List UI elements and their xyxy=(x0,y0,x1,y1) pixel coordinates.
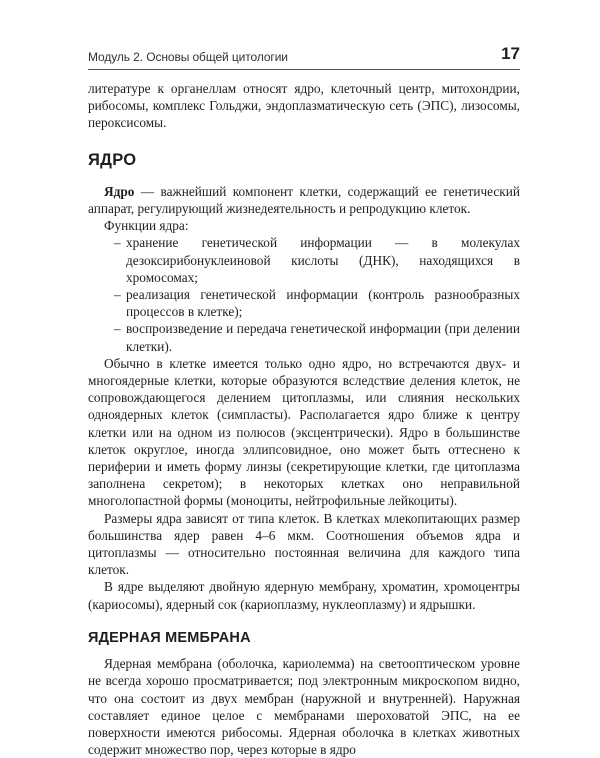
section-heading-membrane: ЯДЕРНАЯ МЕМБРАНА xyxy=(88,629,251,646)
paragraph-nucleus-parts: В ядре выделяют двойную ядерную мембрану, хроматин, хромоцентры (кариосомы), ядерный сок (кариоплазму, нуклеоплазму) и ядрышки. xyxy=(88,579,520,612)
section-heading-nucleus: ЯДРО xyxy=(88,150,137,169)
page-header xyxy=(88,44,520,70)
header-rule xyxy=(88,69,520,70)
paragraph-nucleus-count: Обычно в клетке имеется только одно ядро, но встречаются двух- и многоядерные клетки, которые образуются вследствие деления клеток, не сопровождающегося делением цитоплазмы, или слияния нескольких одноядерных клеток (симпласты). Располагается ядро ближе к центру клетки или на одном из полюсов (эксцентрически). Ядро в большинстве клеток округлое, иногда эллипсовидное, оно может быть оттеснено к периферии и иметь форму линзы (секретирующие клетки, где цитоплазма заполнена секретом); в некоторых клетках оно неправильной многолопастной формы (моноциты, нейтрофильные лейкоциты). xyxy=(88,355,520,509)
intro-paragraph: литературе к органеллам относят ядро, клеточный центр, митохондрии, рибосомы, комплекс Гольджи, эндоплазматическую сеть (ЭПС), лизосомы, пероксисомы. xyxy=(88,81,520,131)
paragraph-membrane: Ядерная мембрана (оболочка, кариолемма) на светооптическом уровне не всегда хорошо просматривается; под электронным микроскопом видно, что она состоит из двух мембран (наружной и внутренней). Наружная составляет единое целое с мембранами шероховатой ЭПС, на ее поверхности имеются рибосомы. Ядерная оболочка в клетках животных содержит множество пор, через которые в ядро xyxy=(88,656,520,758)
list-item: – реализация генетической информации (контроль разнообразных процессов в клетке); xyxy=(114,286,520,320)
list-item: – хранение генетической информации — в молекулах дезоксирибонуклеиновой кислоты (ДНК), находящихся в хромосомах; xyxy=(114,234,520,286)
nucleus-term: Ядро xyxy=(104,183,135,199)
functions-label: Функции ядра: xyxy=(104,218,189,234)
page-number: 17 xyxy=(501,44,520,63)
paragraph-nucleus-size: Размеры ядра зависят от типа клеток. В клетках млекопитающих размер большинства ядер равен 4–6 мкм. Соотношения объемов ядра и цитоплазмы — относительно постоянная величина для каждого типа клеток. xyxy=(88,510,520,578)
nucleus-definition-text: — важнейший компонент клетки, содержащий ее генетический аппарат, регулирующий жизнедеятельность и репродукцию клеток. xyxy=(88,183,520,217)
page-body xyxy=(88,80,520,758)
list-item: – воспроизведение и передача генетической информации (при делении клетки). xyxy=(114,320,520,354)
running-title: Модуль 2. Основы общей цитологии xyxy=(88,50,288,64)
nucleus-definition xyxy=(88,183,520,217)
functions-list xyxy=(88,234,520,354)
